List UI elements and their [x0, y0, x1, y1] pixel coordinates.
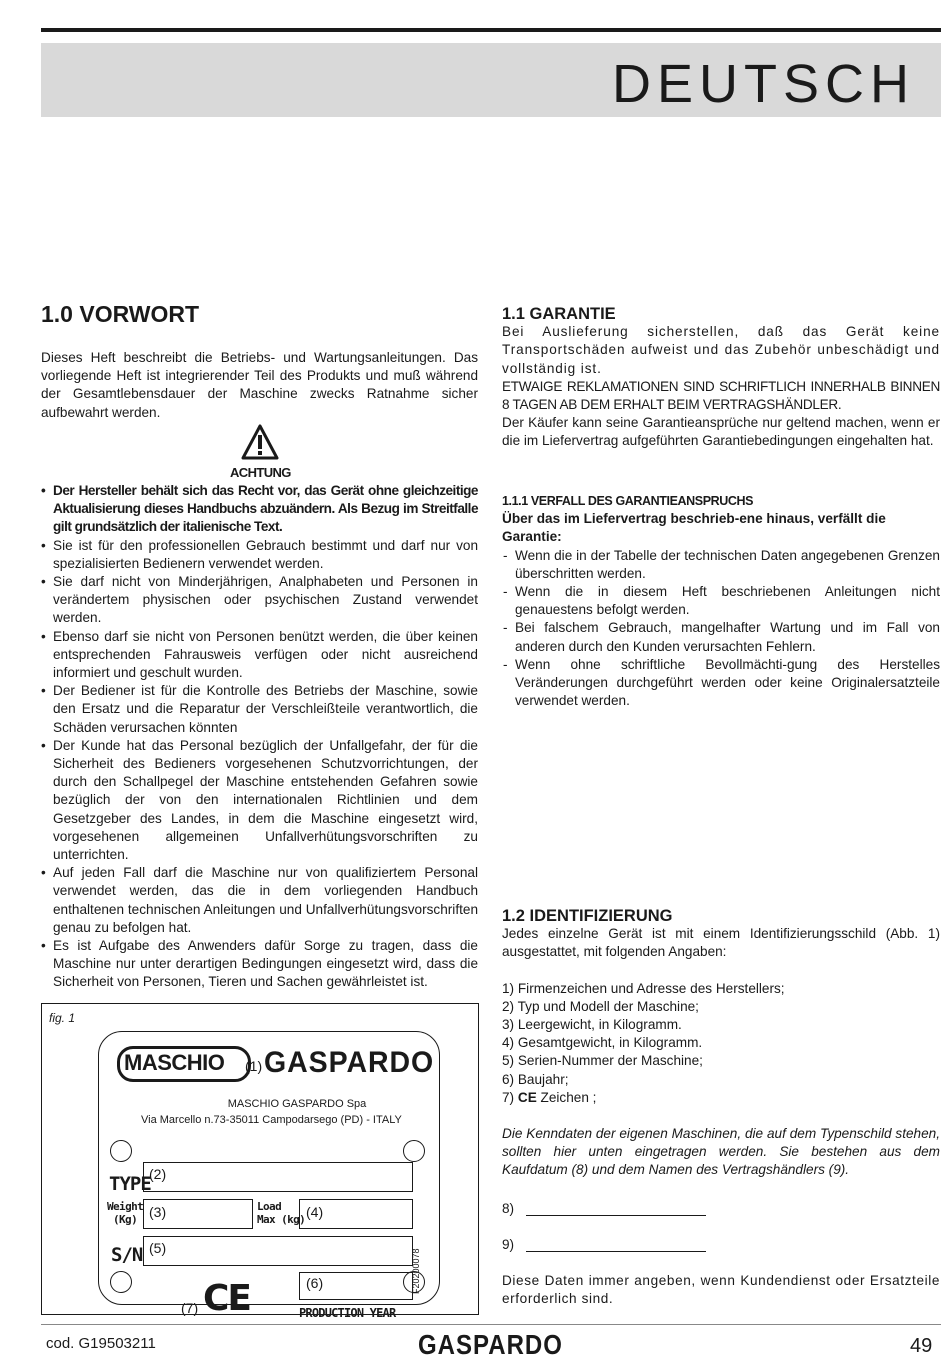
- plate-marker-2: (2): [149, 1166, 167, 1182]
- figure-caption: fig. 1: [49, 1011, 76, 1025]
- vorwort-bullets: [41, 482, 478, 992]
- identifizierung-note: Die Kenndaten der eigenen Maschinen, die auf dem Typenschild stehen, sollten hier unten eingetragen werden. Sie bestehen aus dem Kaufdatum (8) und dem Namen des Vertragshändlers (9).: [502, 1126, 940, 1178]
- plate-label-weight: Weight (Kg): [107, 1200, 144, 1226]
- plate-company: MASCHIO GASPARDO Spa: [227, 1098, 367, 1110]
- verfall-intro: Über das im Liefervertrag beschrieb-ene hinaus, verfällt die Garantie:: [502, 511, 886, 545]
- section-garantie: [502, 305, 940, 451]
- footer-code: cod. G19503211: [46, 1335, 156, 1352]
- list-item: • Es ist Aufgabe des Anwenders dafür Sorge zu tragen, dass die Maschine nur unter derartigen Bedingungen eingesetzt wird, dass die Sicherheit von Personen, Tieren und Sachen gewährleistet ist.: [41, 937, 478, 992]
- footer-brand-logo: GASPARDO: [418, 1330, 563, 1362]
- identifizierung-closing: Diese Daten immer angeben, wenn Kundendienst oder Ersatzteile erforderlich sind.: [502, 1273, 940, 1307]
- list-item: - Wenn die in diesem Heft beschriebenen Anleitungen nicht genauestens befolgt werden.: [502, 583, 940, 619]
- plate-field-type: [143, 1162, 413, 1192]
- mounting-hole: [110, 1140, 132, 1162]
- list-item: • Der Kunde hat das Personal bezüglich der Unfallgefahr, der für die Sicherheit des Bedieners vorgesehenen Schutzvorrichtungen, der durch den Schallpegel der Maschine entstehenden Gefahren sowie bezüglich der von den internationalen Richtlinien und dem Gesetzgeber des Landes, in dem die Maschine eingesetzt wird, vorgesehenen allgemeinen Unfallverhütungsvorschriften zu unterrichten.: [41, 737, 478, 864]
- plate-label-type: TYPE: [109, 1173, 151, 1195]
- warning-triangle-icon: [241, 424, 279, 460]
- list-item: - Wenn ohne schriftliche Bevollmächti-gung des Herstelles Veränderungen durchgeführt werden oder keine Originalersatzteile verwendet werden.: [502, 656, 940, 711]
- blank-line: [526, 1215, 706, 1216]
- footer-rule: [41, 1324, 941, 1325]
- identifizierung-list: [502, 980, 940, 1107]
- list-item: • Sie darf nicht von Minderjährigen, Analphabeten und Personen in verändertem physischen oder psychischen Zustand verwendet werden.: [41, 573, 478, 628]
- header-rule: [41, 28, 941, 32]
- plate-address: Via Marcello n.73-35011 Campodarsego (PD) - ITALY: [141, 1114, 402, 1126]
- vorwort-intro: Dieses Heft beschreibt die Betriebs- und Wartungsanleitungen. Das vorliegende Heft ist integrierender Teil des Produkts und muß während der Gesamtlebensdauer der Maschine zwecks Ratnahme sicher aufbewahrt werden.: [41, 350, 478, 420]
- identifizierung-intro: Jedes einzelne Gerät ist mit einem Identifizierungsschild (Abb. 1) ausgestattet, mit folgenden Angaben:: [502, 926, 940, 960]
- plate-marker-3: (3): [149, 1204, 167, 1220]
- list-item: • Der Bediener ist für die Kontrolle des Betriebs der Maschine, sowie den Ersatz und die Reparatur der Verschleißteile verantwortlich, die Schäden verursachen könnten: [41, 682, 478, 737]
- verfall-heading: 1.1.1 VERFALL DES GARANTIEANSPRUCHS: [502, 494, 754, 508]
- blank-line: [526, 1251, 706, 1252]
- plate-code-vertical: F20200078: [411, 1248, 421, 1294]
- ce-text: CE: [517, 1089, 537, 1105]
- list-item: - Wenn die in der Tabelle der technischen Daten angegebenen Grenzen überschritten werden.: [502, 547, 940, 583]
- plate-marker-1: (1): [245, 1058, 263, 1074]
- list-item: • Auf jeden Fall darf die Maschine nur von qualifiziertem Personal verwendet werden, das die in dem vorliegenden Handbuch enthaltenen technischen Anleitungen und Unfallverhütungsvorschriften genau zu befolgen hat.: [41, 864, 478, 937]
- plate-marker-5: (5): [149, 1240, 167, 1256]
- identification-plate: [98, 1031, 440, 1320]
- plate-field-serial: [143, 1236, 413, 1266]
- identifizierung-heading: 1.2 IDENTIFIZIERUNG: [502, 907, 673, 925]
- list-item: 7) CE Zeichen ;: [502, 1089, 597, 1105]
- plate-label-serial: S/N: [111, 1244, 143, 1266]
- maschio-logo: MASCHIO: [117, 1046, 251, 1082]
- list-item: 3) Leergewicht, in Kilogramm.: [502, 1017, 682, 1033]
- blank-field-8: 8): [502, 1200, 940, 1218]
- mounting-hole: [110, 1271, 132, 1293]
- section-verfall: [502, 492, 940, 710]
- blank-field-9: 9): [502, 1236, 940, 1254]
- figure-identification-plate: [41, 1003, 479, 1320]
- plate-marker-6: (6): [306, 1275, 324, 1291]
- page-title: DEUTSCH: [611, 54, 915, 114]
- list-item: 5) Serien-Nummer der Maschine;: [502, 1053, 703, 1069]
- mounting-hole: [403, 1140, 425, 1162]
- plate-label-year: PRODUCTION YEAR: [299, 1306, 396, 1320]
- language-banner: [41, 43, 941, 117]
- warning-block: [230, 424, 290, 480]
- list-item: 1) Firmenzeichen und Adresse des Herstellers;: [502, 980, 785, 996]
- garantie-p1: Bei Auslieferung sicherstellen, daß das Gerät keine Transportschäden aufweist und das Zubehör unbeschädigt und vollständig ist.: [502, 324, 940, 376]
- plate-label-load: Load Max (kg): [257, 1200, 306, 1226]
- gaspardo-logo: GASPARDO: [264, 1046, 435, 1079]
- section-vorwort: [41, 301, 478, 327]
- list-item: 6) Baujahr;: [502, 1071, 569, 1087]
- plate-marker-7: (7): [181, 1300, 199, 1316]
- warning-label: ACHTUNG: [230, 465, 291, 480]
- plate-marker-4: (4): [306, 1204, 324, 1220]
- list-item: • Ebenso darf sie nicht von Personen benützt werden, die über keinen entsprechenden Fahrausweis verfügen oder nicht ausreichend informiert und geschult wurden.: [41, 628, 478, 683]
- page-number: 49: [910, 1335, 933, 1357]
- list-item: 4) Gesamtgewicht, in Kilogramm.: [502, 1035, 703, 1051]
- ce-mark-icon: CE: [203, 1278, 251, 1319]
- garantie-p2: ETWAIGE REKLAMATIONEN SIND SCHRIFTLICH INNERHALB BINNEN 8 TAGEN AB DEM ERHALT BEIM VERTRAGSHÄNDLER.: [502, 378, 940, 413]
- list-item: • Sie ist für den professionellen Gebrauch bestimmt und darf nur von spezialisierten Bedienern verwendet werden.: [41, 537, 478, 573]
- list-item: • Der Hersteller behält sich das Recht vor, das Gerät ohne gleichzeitige Aktualisierung dieses Handbuchs abzuändern. Als Bezug im Streitfalle gilt grundsätzlich der italienische Text.: [41, 482, 478, 537]
- section-identifizierung: [502, 907, 940, 1308]
- list-item: 2) Typ und Modell der Maschine;: [502, 998, 699, 1014]
- garantie-heading: 1.1 GARANTIE: [502, 305, 616, 323]
- vorwort-heading: 1.0 VORWORT: [41, 301, 200, 327]
- garantie-p3: Der Käufer kann seine Garantieansprüche nur geltend machen, wenn er die im Liefervertrag aufgeführten Garantiebedingungen eingehalten hat.: [502, 415, 940, 449]
- list-item: - Bei falschem Gebrauch, mangelhafter Wartung und im Fall von anderen durch den Kunden verursachten Fehlern.: [502, 619, 940, 655]
